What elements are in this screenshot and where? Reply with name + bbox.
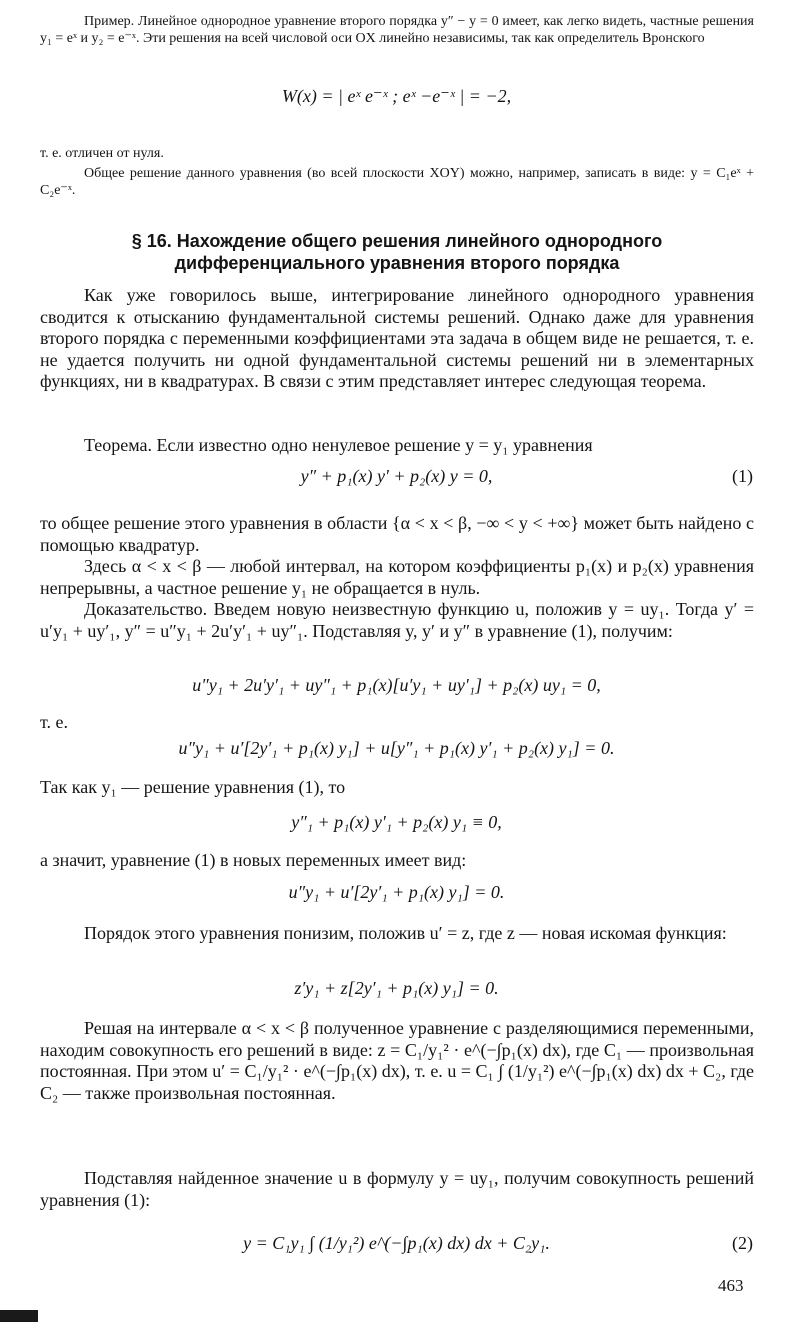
theorem-continuation: то общее решение этого уравнения в области {α < x < β, −∞ < y < +∞} может быть найдено с помощью квадратур. <box>40 513 754 555</box>
example-paragraph: Пример. Линейное однородное уравнение второго порядка y″ − y = 0 имеет, как легко видеть, частные решения y₁ = eˣ и y₂ = e⁻ˣ. Эти решения на всей числовой оси OX линейно независимы, так как определитель Вронского <box>40 14 754 46</box>
intro-paragraph: Как уже говорилось выше, интегрирование линейного однородного уравнения сводится к отысканию фундаментальной системы решений. Однако даже для уравнения второго порядка с переменными коэффициентами эта задача в общем виде не решается, т. е. не удается получить ни одной фундаментальной системы решений ни в элементарных функциях, ни в квадратурах. В связи с этим представляет интерес следующая теорема. <box>40 285 754 391</box>
te-label: т. е. <box>40 712 69 732</box>
section-heading-line-2: дифференциального уравнения второго порядка <box>174 253 620 273</box>
solve-paragraph: Решая на интервале α < x < β полученное уравнение с разделяющимися переменными, находим совокупность его решений в виде: z = C₁/y₁² · e^(−∫p₁(x) dx), где C₁ — произвольная постоянная. При этом u′ = C₁/y₁² · e^(−∫p₁(x) dx), т. е. u = C₁ ∫ (1/y₁²) e^(−∫p₁(x) dx) dx + C₂, где C₂ — также произвольная постоянная. <box>40 1018 754 1103</box>
equation-b: u″y₁ + u′[2y′₁ + p₁(x) y₁] + u[y″₁ + p₁(x) y′₁ + p₂(x) y₁] = 0. <box>178 738 615 758</box>
interval-paragraph: Здесь α < x < β — любой интервал, на котором коэффициенты p₁(x) и p₂(x) уравнения непрерывны, а частное решение y₁ не обращается в нуль. <box>40 556 754 598</box>
hence-paragraph: а значит, уравнение (1) в новых переменных имеет вид: <box>40 850 467 870</box>
theorem-paragraph: Теорема. Если известно одно ненулевое решение y = y₁ уравнения <box>84 435 593 455</box>
since-paragraph: Так как y₁ — решение уравнения (1), то <box>40 777 346 797</box>
substitution-paragraph: Подставляя найденное значение u в формулу y = uy₁, получим совокупность решений уравнения (1): <box>40 1168 754 1210</box>
equation-c: y″₁ + p₁(x) y′₁ + p₂(x) y₁ ≡ 0, <box>291 812 502 832</box>
example-general-solution: Общее решение данного уравнения (во всей плоскости XOY) можно, например, записать в виде: y = C₁eˣ + C₂e⁻ˣ. <box>40 166 754 198</box>
section-heading-line-1: § 16. Нахождение общего решения линейного однородного <box>131 231 663 251</box>
page-number: 463 <box>718 1276 744 1295</box>
equation-1-number: (1) <box>732 466 753 486</box>
equation-1: y″ + p₁(x) y′ + p₂(x) y = 0, <box>300 466 493 486</box>
equation-a: u″y₁ + 2u′y′₁ + uy″₁ + p₁(x)[u′y₁ + uy′₁] + p₂(x) uy₁ = 0, <box>192 675 601 695</box>
scan-edge-mark <box>0 1310 38 1322</box>
equation-d: u″y₁ + u′[2y′₁ + p₁(x) y₁] = 0. <box>288 882 505 902</box>
order-paragraph: Порядок этого уравнения понизим, положив u′ = z, где z — новая искомая функция: <box>84 923 727 943</box>
wronskian-formula: W(x) = | eˣ e⁻ˣ ; eˣ −e⁻ˣ | = −2, <box>281 86 512 106</box>
example-note: т. е. отличен от нуля. <box>40 146 164 161</box>
proof-paragraph: Доказательство. Введем новую неизвестную функцию u, положив y = uy₁. Тогда y′ = u′y₁ + uy′₁, y″ = u″y₁ + 2u′y′₁ + uy″₁. Подставляя y, y′ и y″ в уравнение (1), получим: <box>40 599 754 641</box>
equation-e: z′y₁ + z[2y′₁ + p₁(x) y₁] = 0. <box>294 978 499 998</box>
equation-2-number: (2) <box>732 1233 753 1253</box>
equation-2: y = C₁y₁ ∫ (1/y₁²) e^(−∫p₁(x) dx) dx + C₂y₁. <box>243 1233 550 1253</box>
